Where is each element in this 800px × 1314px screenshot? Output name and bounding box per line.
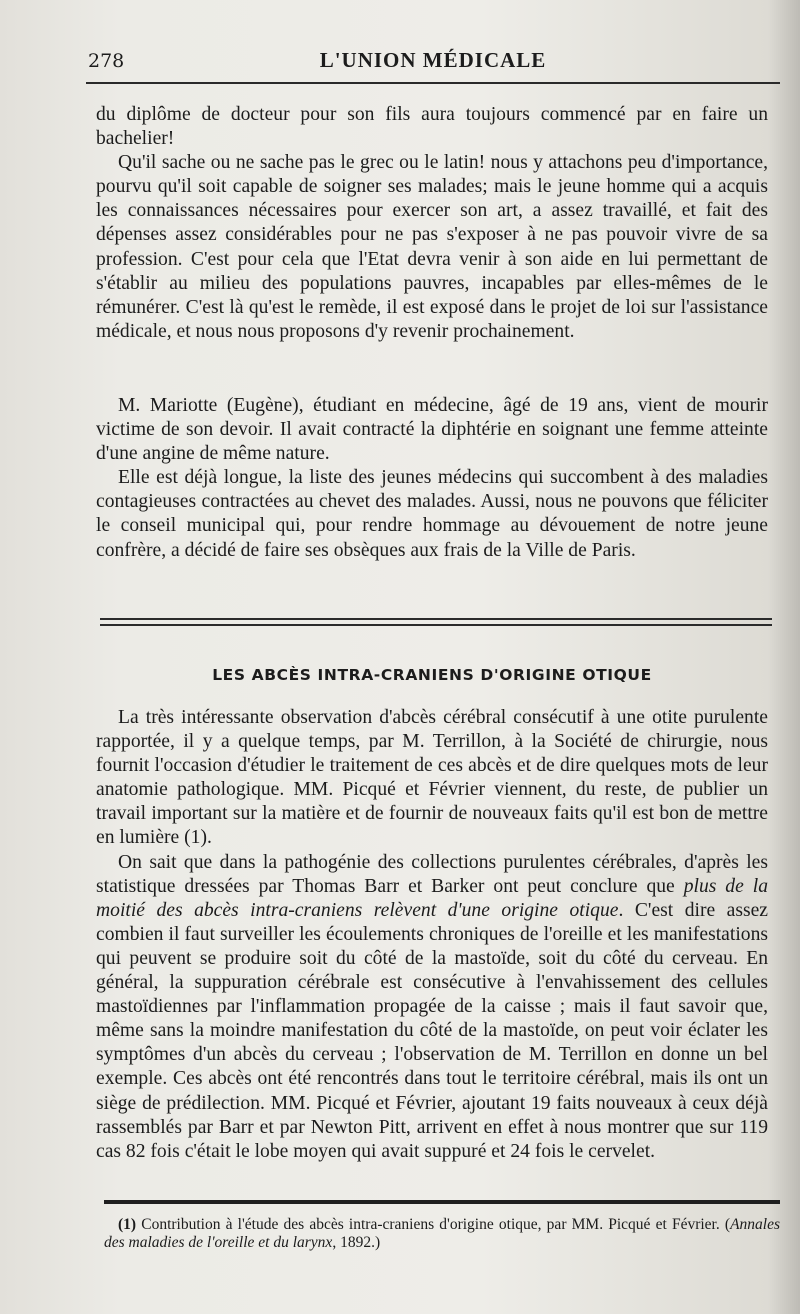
text-run: . C'est dire assez combien il faut surveiller les écoulements chroniques de l'oreille et les manifestations qui peuvent se produire soit du côté de la mastoïde, soit du côté du cerveau. En général, la suppuration cérébrale est consécutive à l'envahissement des cellules mastoïdiennes par l'inflammation propagée de la caisse ; mais il faut savoir que, même sans la moindre manifestation du côté de la mastoïde, on peut voir éclater les symptômes d'un abcès du cerveau ; l'observation de M. Terrillon en donne un bel exemple. Ces abcès ont été rencontrés dans tout le territoire cérébral, mais ils ont un siège de prédilection. MM. Picqué et Février, ajoutant 19 faits nouveaux à ceux déjà rassemblés par Barr et par Newton Pitt, arrivent en effet à nous montrer que sur 119 cas 82 fois c'était le lobe moyen qui avait suppuré et 24 fois le cervelet. (96, 899, 769, 1162)
article-title: LES ABCÈS INTRA-CRANIENS D'ORIGINE OTIQUE (212, 666, 652, 684)
footnote-text: , 1892.) (332, 1234, 381, 1251)
article-body (96, 706, 768, 1164)
italic-text-run: plus de la moitié des abcès intra-craniens relèvent d'une origine otique (96, 875, 768, 921)
footnote-text: Contribution à l'étude des abcès intra-craniens d'origine otique, par MM. Picqué et Février. ( (136, 1216, 731, 1233)
notice-text-block (96, 394, 768, 563)
paragraph: M. Mariotte (Eugène), étudiant en médecine, âgé de 19 ans, vient de mourir victime de son devoir. Il avait contracté la diphtérie en soignant une femme atteinte d'une angine de même nature. (96, 395, 768, 465)
footnote-journal: Annales des maladies de l'oreille et du larynx (104, 1216, 780, 1251)
paragraph: Elle est déjà longue, la liste des jeunes médecins qui succombent à des maladies contagieuses contractées au chevet des malades. Aussi, nous ne pouvons que féliciter le conseil municipal qui, pour rendre hommage au dévouement de notre jeune confrère, a décidé de faire ses obsèques aux frais de la Ville de Paris. (96, 467, 768, 561)
journal-title: L'UNION MÉDICALE (319, 48, 547, 72)
opening-text-block (96, 103, 768, 344)
running-head (88, 46, 778, 76)
paragraph: La très intéressante observation d'abcès cérébral consécutif à une otite purulente rapportée, il y a quelque temps, par M. Terrillon, à la Société de chirurgie, nous fournit l'occasion d'étudier le traitement de ces abcès et de dire quelques mots de leur anatomie pathologique. MM. Picqué et Février viennent, du reste, de publier un travail important sur la matière et de fournir de nouveaux faits qu'il est bon de mettre en lumière (1). (96, 707, 768, 849)
footnote-number: (1) (118, 1216, 137, 1233)
text-run: On sait que dans la pathogénie des collections purulentes cérébrales, d'après les statistique dressées par Thomas Barr et Barker ont peut conclure que (96, 851, 768, 897)
page-number: 278 (88, 50, 125, 72)
footnote-rule (104, 1200, 780, 1204)
paragraph: du diplôme de docteur pour son fils aura toujours commencé par en faire un bachelier! (96, 104, 768, 150)
paragraph: Qu'il sache ou ne sache pas le grec ou le latin! nous y attachons peu d'importance, pourvu qu'il soit capable de soigner ses malades; mais le jeune homme qui a acquis les connaissances nécessaires pour exercer son art, a assez travaillé, et fait des dépenses assez considérables pour ne pas s'exposer à ne pas pouvoir vivre de sa profession. C'est pour cela que l'Etat devra venir à son aide en lui permettant de s'établir au milieu des populations pauvres, incapables par elles-mêmes de le rémunérer. C'est là qu'est le remède, il est exposé dans le projet de loi sur l'assistance médicale, et nous nous proposons d'y revenir prochainement. (96, 152, 768, 342)
section-divider (100, 624, 772, 626)
footnote (104, 1216, 780, 1252)
paragraph (96, 851, 768, 1164)
header-rule (86, 82, 780, 84)
section-divider (100, 618, 772, 620)
